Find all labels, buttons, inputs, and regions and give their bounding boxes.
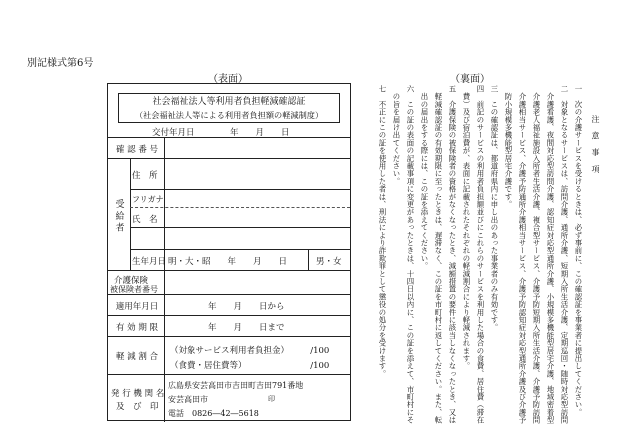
birthdate-label: 生年月日 [132,257,167,267]
back-item: 四 前記のサービスの利用者負担額並びにこれらのサービスを利用した場合の食費、居住費（滞在 [476,85,485,424]
back-item: 七 不正にこの証を使用した者は、刑法により詐欺罪として懲役の処分を受けます。 [378,85,387,378]
back-item: の旨を届け出てください。 [392,85,401,186]
form-number: 別記様式第6号 [27,58,94,69]
insured-number-label-2: 被保険者番号 [110,285,158,294]
recipient-side-label: 受 給 者 [113,198,124,232]
back-item: 五 介護保険の被保険者の資格がなくなったとき、減額措置の要件に該当しなくなったとき、又は [448,85,457,424]
applicable-date-value: 年 月 日から [208,301,285,312]
insured-number-row [108,270,350,295]
issuer-seal-mark: 印 [268,395,275,403]
applicable-date-label: 適用年月日 [115,301,159,312]
address-label: 住 所 [132,171,158,181]
confirmation-number-label: 確 認 番 号 [115,144,159,155]
gender-options: 男・女 [316,257,342,267]
back-item: 三 この確認証は、都道府県内に申し出のあった事業者のみ有効です。 [490,85,499,332]
back-item: 一 次の介護サービスを受けるときは、必ず事前に、この確認証を事業者に提出してください。 [574,85,583,417]
back-side-label: （裏面） [450,74,490,85]
furigana-label: フリガナ [132,195,164,204]
reduction-row [108,336,350,375]
back-item: 軽減確認証の有効期限に至ったときは、遅滞なく、この証を市町村に返してください。また、転 [434,85,443,424]
issuer-label: 発 行 機 関 名 [111,389,165,399]
back-item: 出の届出をする際には、この証を添えてください。 [420,85,429,270]
applicable-date-row [108,294,350,316]
card-subtitle: （社会福祉法人等による利用者負担額の軽減制度） [134,110,324,120]
issuer-address: 広島県安芸高田市吉田町吉田791番地 [168,381,304,390]
back-item: 介護看護、夜間対応型訪問介護、認知症対応型通所介護、小規模多機能型居宅介護、地域密着型 [546,85,555,424]
issue-date-label: 交付年月日 [152,128,195,138]
insured-number-label: 介護保険 [114,276,149,286]
validity-row [108,315,350,337]
validity-label: 有 効 期 限 [115,322,159,333]
reduction-label: 軽 減 割 合 [115,352,159,362]
issuer-row [108,374,350,422]
issuer-phone: 電話 0826―42―5618 [168,409,259,418]
issue-date-value: 年 月 日 [230,128,290,138]
back-item: 二 対象となるサービスは、訪問介護、通所介護、短期入所生活介護、定期巡回・随時対応型訪問 [560,85,569,424]
name-label: 氏 名 [132,215,158,225]
validity-value: 年 月 日まで [208,322,285,333]
back-item: 費）及び宿泊費が、表面に記載されたそれぞれの軽減割合により軽減されます。 [462,85,471,370]
back-item: 六 この証の表面の記載事項に変更があったときは、十四日以内に、この証を添えて、市町村にそ [406,85,415,424]
recipient-block [108,158,350,271]
issuer-name: 安芸高田市 [168,395,208,404]
issuer-label-2: 及 び 印 [116,402,159,412]
back-heading: 注 意 事 項 [591,115,600,174]
back-item: 介護相当サービス、介護予防通所介護相当サービス、介護予防認知症対応型通所介護及び介護予 [518,85,527,424]
confirmation-card-back [362,85,610,424]
birthdate-value: 明・大・昭 年 月 日 [168,257,288,267]
confirmation-number-row [108,137,350,159]
reduction-food: （食費・居住費等） /100 [170,361,330,371]
reduction-service: （対象サービス利用者負担金） /100 [170,346,330,356]
confirmation-card-front [107,83,351,421]
back-item: 防小規模多機能型居宅介護です。 [504,85,513,209]
card-title-box [118,93,340,123]
card-title: 社会福祉法人等利用者負担軽減確認証 [152,97,306,107]
back-item: 介護老人福祉施設入所者生活介護、複合型サービス、介護予防短期入所生活介護、介護予防訪問 [532,85,541,424]
front-side-label: （表面） [208,74,248,85]
